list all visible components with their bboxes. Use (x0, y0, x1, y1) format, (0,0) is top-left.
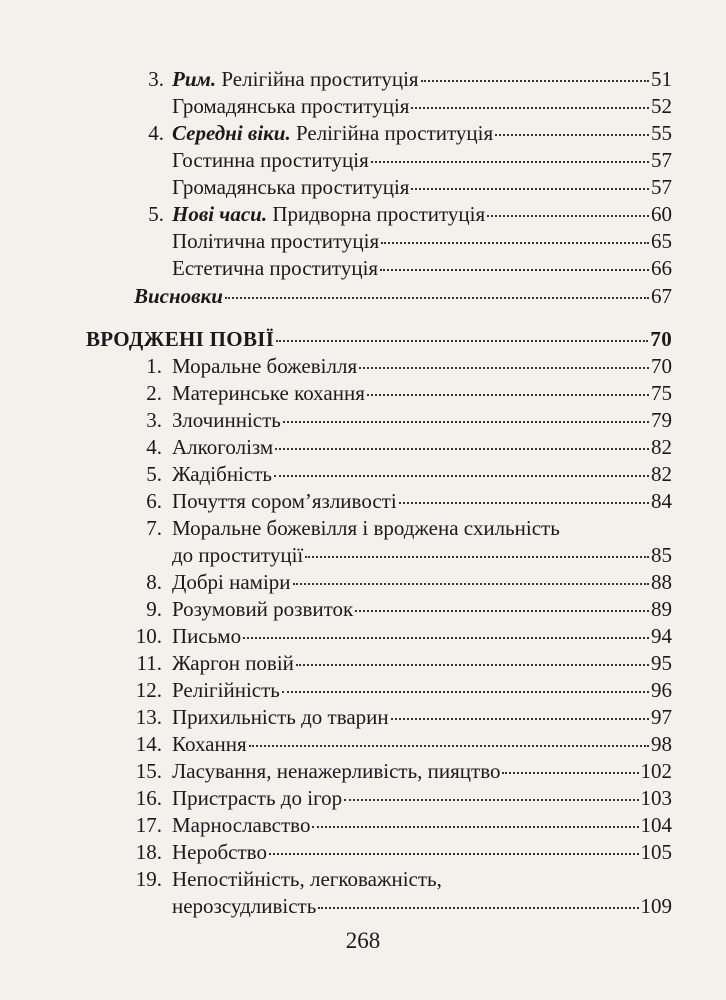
dot-leader (269, 853, 639, 855)
toc-number: 6. (146, 489, 162, 513)
toc-number: 5. (148, 202, 164, 226)
toc-number: 1. (146, 354, 162, 378)
toc-item (120, 676, 672, 704)
dot-leader (355, 610, 649, 612)
toc-page-number: 84 (651, 489, 672, 513)
toc-entry-text: Злочинність (172, 408, 281, 432)
toc-entry-new-times (140, 200, 672, 228)
toc-number: 4. (148, 121, 164, 145)
toc-page-number: 70 (650, 327, 672, 351)
toc-entry-text: до проституції (172, 543, 304, 567)
toc-entry-subtitle: Релігійна проституція (290, 121, 494, 145)
toc-number: 9. (146, 597, 162, 621)
dot-leader (305, 556, 649, 558)
toc-page-number: 105 (640, 840, 672, 864)
dot-leader (283, 421, 649, 423)
toc-entry-text: Релігійність (172, 678, 280, 702)
toc-page-number: 94 (651, 624, 672, 648)
toc-entry-text: Естетична проституція (172, 256, 379, 280)
toc-entry-text: Висновки (134, 284, 223, 308)
dot-leader (399, 502, 649, 504)
toc-page-number: 96 (651, 678, 672, 702)
toc-entry-text: Моральне божевілля (172, 354, 358, 378)
toc-item (120, 514, 672, 542)
toc-entry-middle-ages (140, 119, 672, 147)
toc-entry-text: Алкоголізм (172, 435, 274, 459)
dot-leader (249, 745, 649, 747)
toc-entry-text: Жаргон повій (172, 651, 294, 675)
toc-entry-subtitle: Придворна проституція (267, 202, 486, 226)
toc-item (120, 406, 672, 434)
toc-page-number: 66 (651, 256, 672, 280)
toc-page-number: 103 (640, 786, 672, 810)
toc-item-continuation (172, 892, 672, 920)
dot-leader (421, 80, 649, 82)
dot-leader (275, 448, 649, 450)
page-number: 268 (345, 928, 381, 953)
toc-item (120, 352, 672, 380)
toc-item (120, 730, 672, 758)
dot-leader (367, 394, 649, 396)
toc-entry-text (172, 200, 485, 228)
toc-entry-text: Письмо (172, 624, 242, 648)
toc-period-label: Середні віки. (172, 121, 291, 145)
dot-leader (495, 134, 649, 136)
toc-page-number: 65 (651, 229, 672, 253)
toc-period-label: Нові часи. (172, 202, 268, 226)
toc-number: 13. (135, 705, 162, 729)
toc-number: 8. (146, 570, 162, 594)
toc-number: 3. (146, 408, 162, 432)
toc-number: 2. (146, 381, 162, 405)
dot-leader (411, 188, 649, 190)
toc-entry-text: Непостійність, легковажність, (172, 867, 442, 891)
toc-item (120, 487, 672, 515)
toc-page-number: 51 (651, 67, 672, 91)
dot-leader (502, 772, 638, 774)
dot-leader (312, 826, 638, 828)
toc-item (120, 379, 672, 407)
toc-entry-text: Розумовий розвиток (172, 597, 354, 621)
dot-leader (243, 637, 649, 639)
toc-page-number: 104 (640, 813, 672, 837)
dot-leader (274, 475, 649, 477)
toc-item (120, 568, 672, 596)
toc-number: 5. (146, 462, 162, 486)
toc-number: 19. (135, 867, 162, 891)
dot-leader (411, 107, 649, 109)
dot-leader (381, 242, 649, 244)
toc-page-number: 79 (651, 408, 672, 432)
toc-item (120, 784, 672, 812)
toc-page-number: 55 (651, 121, 672, 145)
toc-page-number: 95 (651, 651, 672, 675)
dot-leader (371, 161, 649, 163)
toc-item (120, 865, 672, 893)
toc-page-number: 82 (651, 435, 672, 459)
toc-page-number: 52 (651, 94, 672, 118)
toc-page-number: 82 (651, 462, 672, 486)
toc-page-number: 60 (651, 202, 672, 226)
toc-entry-text: Материнське кохання (172, 381, 365, 405)
toc-entry-text: Марнославство (172, 813, 311, 837)
toc-section-heading (86, 325, 672, 353)
toc-entry-text: Гостинна проституція (172, 148, 369, 172)
toc-entry-text: Жадібність (172, 462, 272, 486)
toc-entry-conclusions (134, 282, 672, 310)
toc-number: 7. (146, 516, 162, 540)
toc-period-label: Рим. (172, 67, 217, 91)
toc-entry-text: нерозсудливість (172, 894, 317, 918)
toc-number: 16. (135, 786, 162, 810)
toc-number: 18. (135, 840, 162, 864)
toc-number: 10. (135, 624, 162, 648)
toc-page-number: 85 (651, 543, 672, 567)
dot-leader (391, 718, 649, 720)
toc-page-number: 97 (651, 705, 672, 729)
toc-entry-text: Добрі наміри (172, 570, 291, 594)
section-title: ВРОДЖЕНІ ПОВІЇ (86, 327, 275, 351)
toc-page-number: 67 (651, 284, 672, 308)
toc-number: 3. (148, 67, 164, 91)
toc-item (120, 703, 672, 731)
toc-number: 11. (136, 651, 162, 675)
toc-entry-subtitle: Релігійна проституція (216, 67, 419, 91)
toc-number: 17. (135, 813, 162, 837)
toc-item (120, 460, 672, 488)
toc-entry-mid-guest (172, 146, 672, 174)
toc-page-number: 57 (651, 175, 672, 199)
toc-item-continuation (172, 541, 672, 569)
toc-entry-text: Прихильність до тварин (172, 705, 389, 729)
toc-entry-text: Громадянська проституція (172, 94, 410, 118)
toc-entry-text: Громадянська проституція (172, 175, 410, 199)
dot-leader (282, 691, 649, 693)
toc-item (120, 757, 672, 785)
toc-entry-text: Моральне божевілля і вроджена схильність (172, 516, 560, 540)
toc-entry-text: Політична проституція (172, 229, 380, 253)
toc-entry-rome-civil (172, 92, 672, 120)
toc-entry-text: Кохання (172, 732, 247, 756)
toc-page-number: 102 (640, 759, 672, 783)
toc-page-number: 98 (651, 732, 672, 756)
toc-entry-text: Ласування, ненажерливість, пияцтво (172, 759, 501, 783)
toc-entry-text (172, 119, 493, 147)
toc-number: 4. (146, 435, 162, 459)
toc-item (120, 622, 672, 650)
dot-leader (318, 907, 638, 909)
toc-entry-new-political (172, 227, 672, 255)
dot-leader (359, 367, 649, 369)
toc-page-number: 75 (651, 381, 672, 405)
toc-entry-mid-civil (172, 173, 672, 201)
toc-number: 15. (135, 759, 162, 783)
toc-page-number: 57 (651, 148, 672, 172)
toc-entry-rome (140, 65, 672, 93)
toc-entry-text (172, 65, 419, 93)
toc-item (120, 811, 672, 839)
toc-page-number: 89 (651, 597, 672, 621)
toc-number: 12. (135, 678, 162, 702)
toc-page-number: 88 (651, 570, 672, 594)
dot-leader (276, 340, 648, 342)
toc-item (120, 838, 672, 866)
toc-entry-text: Пристрасть до ігор (172, 786, 343, 810)
toc-item (120, 433, 672, 461)
toc-entry-text: Неробство (172, 840, 267, 864)
dot-leader (487, 215, 649, 217)
dot-leader (344, 799, 638, 801)
toc-page-number: 70 (651, 354, 672, 378)
toc-item (120, 595, 672, 623)
dot-leader (296, 664, 649, 666)
toc-entry-text: Почуття сором’язливості (172, 489, 397, 513)
toc-page-number: 109 (640, 894, 672, 918)
dot-leader (293, 583, 649, 585)
toc-number: 14. (135, 732, 162, 756)
toc-item (120, 649, 672, 677)
dot-leader (380, 269, 649, 271)
toc-entry-new-aesthetic (172, 254, 672, 282)
dot-leader (225, 297, 649, 299)
